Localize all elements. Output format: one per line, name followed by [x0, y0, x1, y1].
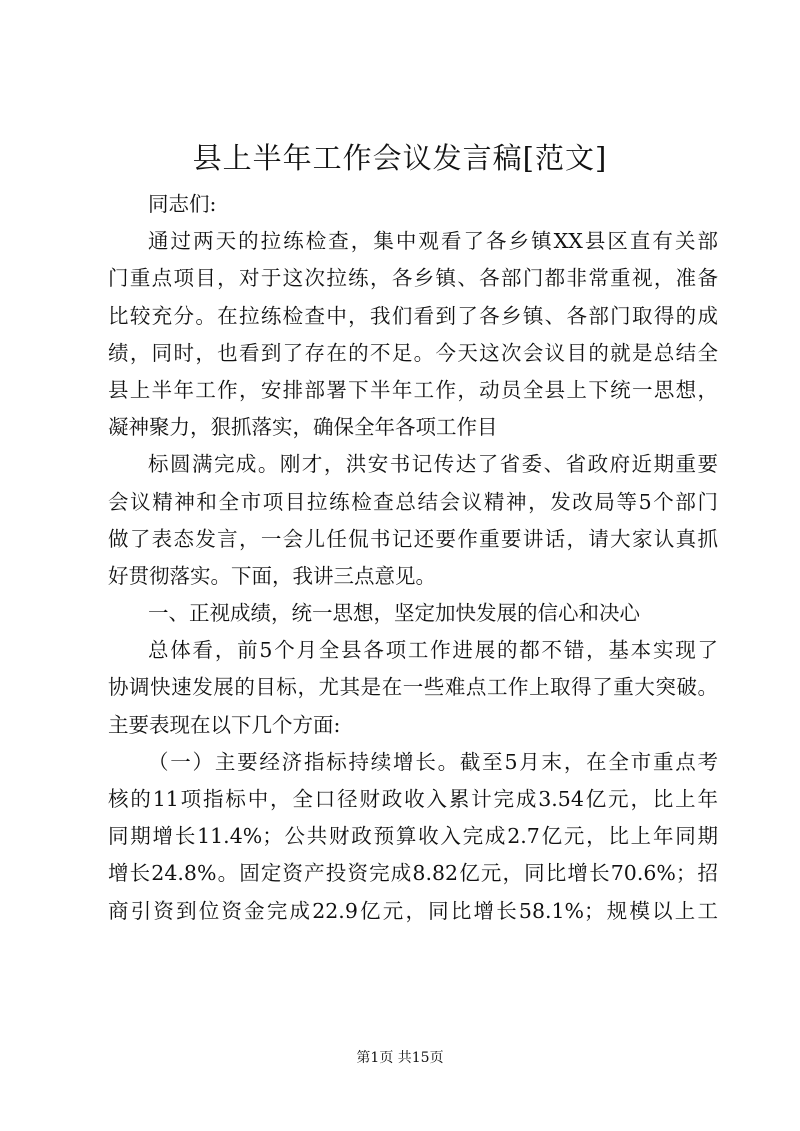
text-line: 同期增长11.4%；公共财政预算收入完成2.7亿元，比上年同期	[108, 824, 718, 849]
document-body	[108, 186, 718, 930]
text-line: 凝神聚力，狠抓落实，确保全年各项工作目	[108, 415, 498, 440]
text-line: （一）主要经济指标持续增长。截至5月末，在全市重点考	[148, 749, 718, 774]
text-line: 同志们:	[148, 192, 217, 216]
text-line: 比较充分。在拉练检查中，我们看到了各乡镇、各部门取得的成	[108, 303, 718, 328]
text-line: 主要表现在以下几个方面:	[108, 712, 341, 737]
text-line: 核的11项指标中，全口径财政收入累计完成3.54亿元，比上年	[108, 787, 718, 811]
text-line: 门重点项目，对于这次拉练，各乡镇、各部门都非常重视，准备	[108, 266, 718, 291]
text-line: 标圆满完成。刚才，洪安书记传达了省委、省政府近期重要	[148, 452, 718, 477]
text-line: 一、正视成绩，统一思想，坚定加快发展的信心和决心	[148, 601, 640, 626]
text-line: 协调快速发展的目标，尤其是在一些难点工作上取得了重大突破。	[108, 675, 718, 700]
page-number-footer: 第1页 共15页	[356, 1050, 444, 1066]
document-title: 县上半年工作会议发言稿[范文]	[192, 141, 608, 175]
text-line: 绩，同时，也看到了存在的不足。今天这次会议目的就是总结全	[108, 340, 718, 365]
text-line: 增长24.8%。固定资产投资完成8.82亿元，同比增长70.6%；招	[108, 861, 718, 886]
text-line: 通过两天的拉练检查，集中观看了各乡镇XX县区直有关部	[148, 229, 718, 254]
text-line: 总体看，前5个月全县各项工作进展的都不错，基本实现了	[148, 638, 718, 663]
text-line: 县上半年工作，安排部署下半年工作，动员全县上下统一思想，	[108, 377, 718, 402]
text-line: 商引资到位资金完成22.9亿元，同比增长58.1%；规模以上工	[108, 898, 718, 923]
text-line: 做了表态发言，一会儿任侃书记还要作重要讲话，请大家认真抓	[108, 526, 718, 551]
text-line: 好贯彻落实。下面，我讲三点意见。	[108, 563, 436, 588]
text-line: 会议精神和全市项目拉练检查总结会议精神，发改局等5个部门	[108, 489, 718, 514]
